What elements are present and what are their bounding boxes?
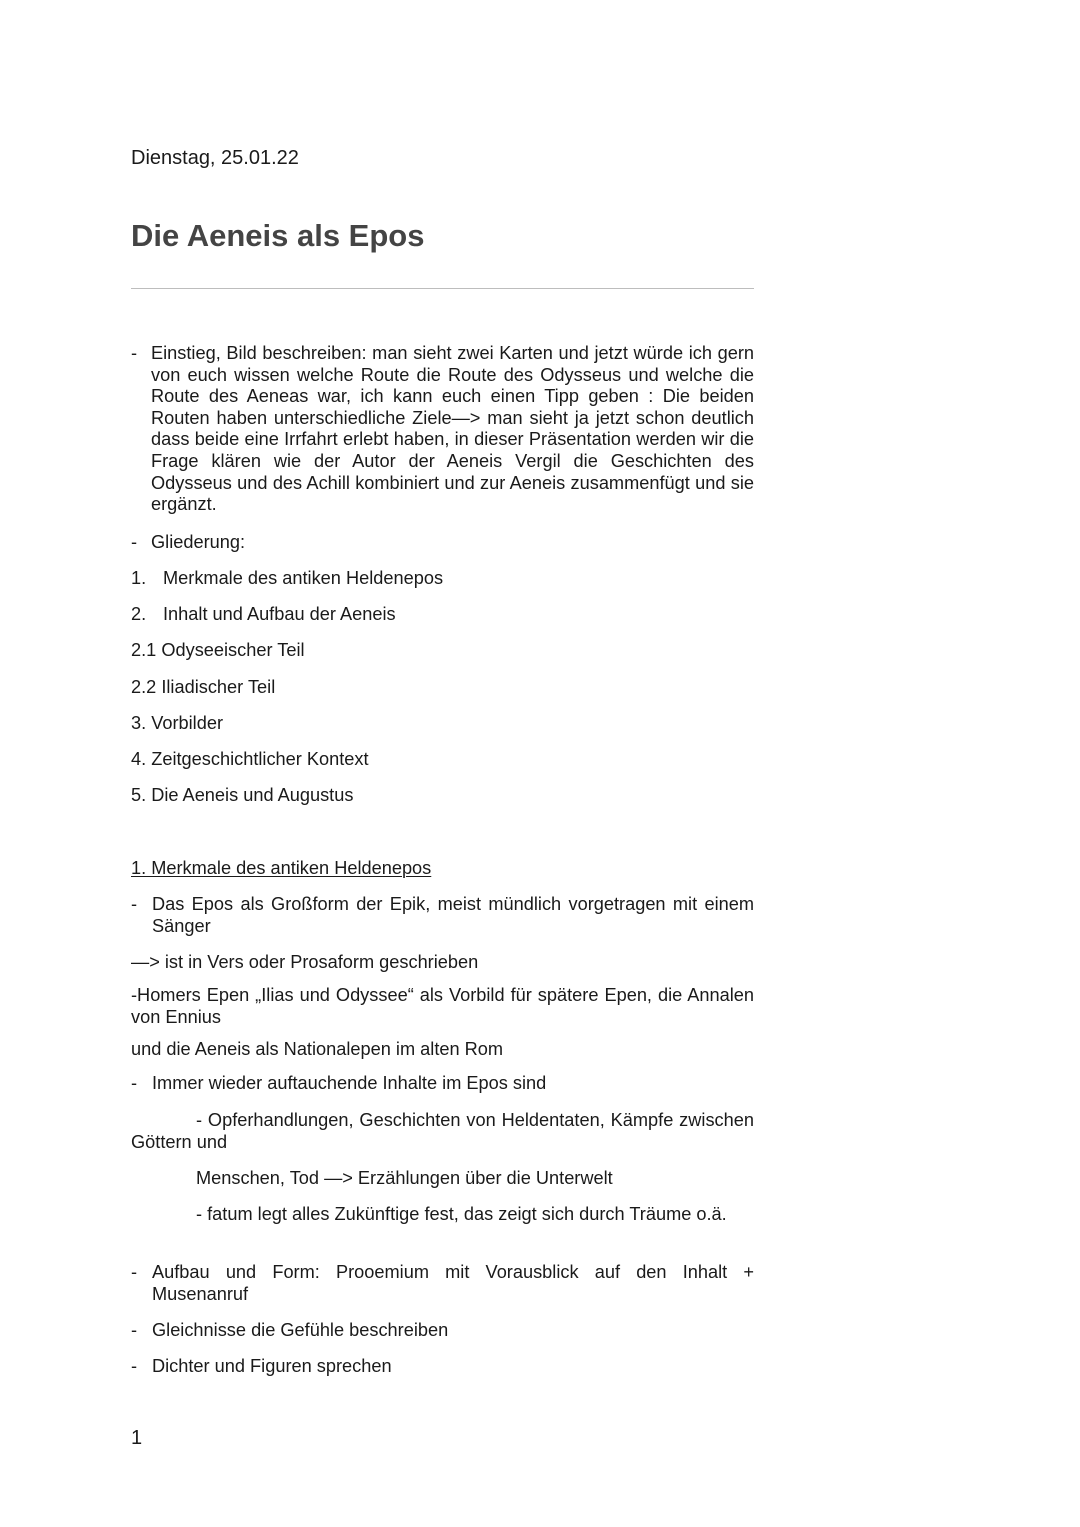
sub-point: - fatum legt alles Zukünftige fest, das zeigt sich durch Träume o.ä. (196, 1204, 727, 1224)
bullet-text: Aufbau und Form: Prooemium mit Vorausblick auf den Inhalt + Musenanruf (152, 1262, 754, 1304)
intro-text: Einstieg, Bild beschreiben: man sieht zwei Karten und jetzt würde ich gern von euch wissen welche Route die Route des Odysseus und welche die Route des Aeneas war, ich kann euch einen Tipp geben : Die beiden Routen haben unterschiedliche Ziele—> man sieht ja jetzt schon deutlich dass beide eine Irrfahrt erlebt haben, in dieser Präsentation werden wir die Frage klären wie der Autor der Aeneis Vergil die Geschichten des Odysseus und des Achill kombiniert und zur Aeneis zusammenfügt und sie ergänzt. (151, 343, 754, 515)
document-page (131, 0, 754, 1527)
title-divider (131, 288, 754, 289)
outline-item-number: 1. (131, 568, 147, 588)
bullet-text: Dichter und Figuren sprechen (152, 1356, 392, 1376)
page-number: 1 (131, 1427, 143, 1449)
homer-paragraph: -Homers Epen „Ilias und Odyssee“ als Vorbild für spätere Epen, die Annalen von Ennius (131, 985, 754, 1027)
page-title: Die Aeneis als Epos (131, 218, 425, 253)
outline-item (131, 568, 443, 590)
bullet-dash: - (131, 1262, 138, 1282)
date-line: Dienstag, 25.01.22 (131, 147, 299, 169)
intro-bullet (131, 343, 754, 516)
outline-item (131, 604, 396, 626)
bullet-dash: - (131, 894, 138, 914)
outline-item: 2.1 Odyseeischer Teil (131, 640, 305, 660)
outline-bullet (131, 532, 754, 554)
outline-item: 3. Vorbilder (131, 713, 224, 733)
sub-point-continuation: Menschen, Tod —> Erzählungen über die Unterwelt (196, 1168, 613, 1188)
outline-item: 5. Die Aeneis und Augustus (131, 785, 354, 805)
bullet-dash: - (131, 343, 138, 363)
section-bullet (131, 894, 754, 937)
bullet-text: Immer wieder auftauchende Inhalte im Epos sind (152, 1073, 547, 1093)
outline-item: 4. Zeitgeschichtlicher Kontext (131, 749, 369, 769)
outline-label: Gliederung: (151, 532, 246, 552)
bullet-dash: - (131, 1320, 138, 1340)
section-bullet (131, 1356, 754, 1378)
bullet-dash: - (131, 1073, 138, 1093)
outline-item-text: Inhalt und Aufbau der Aeneis (163, 604, 396, 624)
section-bullet (131, 1262, 754, 1305)
bullet-text: Das Epos als Großform der Epik, meist mündlich vorgetragen mit einem Sänger (152, 894, 754, 936)
outline-item: 2.2 Iliadischer Teil (131, 677, 276, 697)
outline-item-number: 2. (131, 604, 147, 624)
outline-item-text: Merkmale des antiken Heldenepos (163, 568, 444, 588)
section-bullet (131, 1320, 754, 1342)
bullet-dash: - (131, 532, 138, 552)
bullet-text: Gleichnisse die Gefühle beschreiben (152, 1320, 449, 1340)
arrow-line: —> ist in Vers oder Prosaform geschrieben (131, 952, 479, 972)
section-heading: 1. Merkmale des antiken Heldenepos (131, 858, 432, 878)
bullet-dash: - (131, 1356, 138, 1376)
section-bullet (131, 1073, 754, 1095)
sub-point: - Opferhandlungen, Geschichten von Heldentaten, Kämpfe zwischen Göttern und (131, 1110, 754, 1152)
homer-continuation: und die Aeneis als Nationalepen im alten Rom (131, 1039, 504, 1059)
